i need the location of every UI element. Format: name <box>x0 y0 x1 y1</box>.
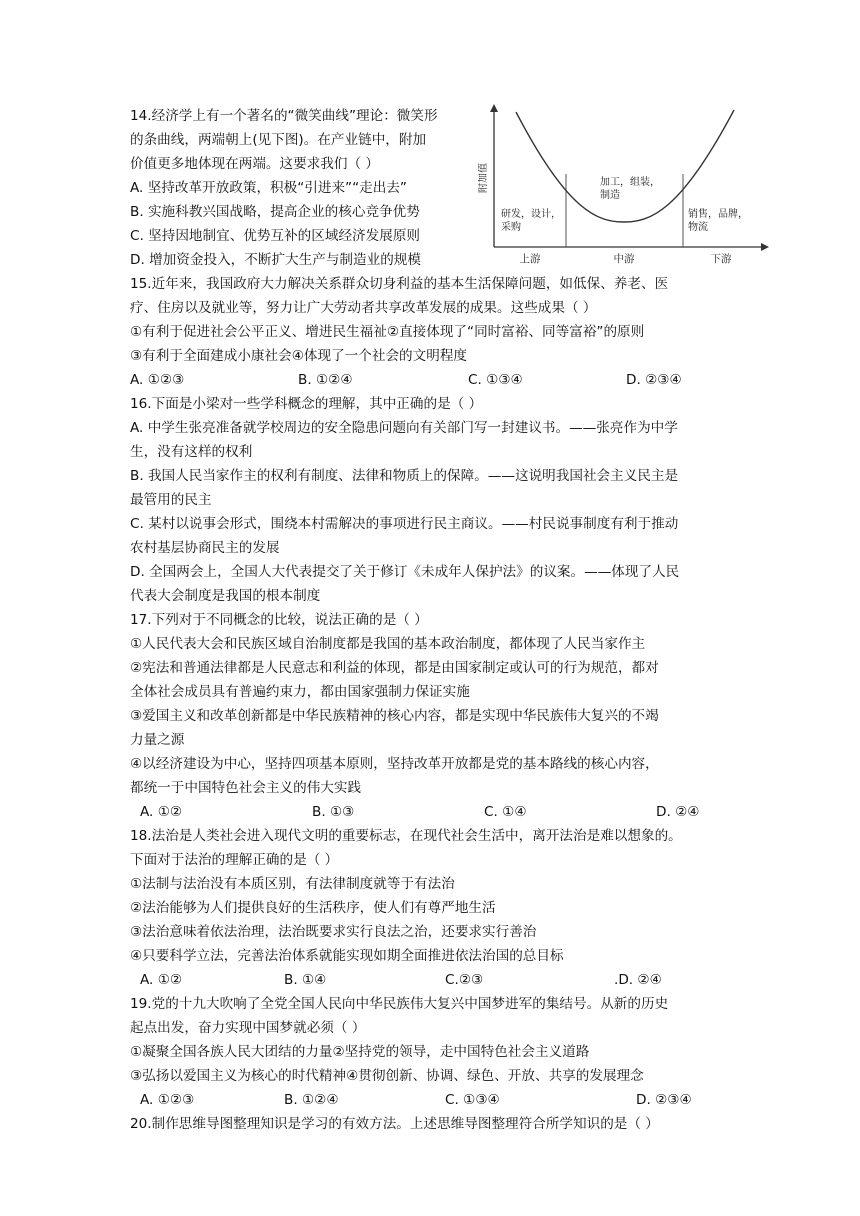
q18-statement-line: ①法制与法治没有本质区别，有法律制度就等于有法治 <box>130 876 455 892</box>
q16-option-c: C. 某村以说事会形式，围绕本村需解决的事项进行民主商议。——村民说事制度有利于推动 <box>130 516 679 532</box>
q19-statement-line: ③弘扬以爱国主义为核心的时代精神④贯彻创新、协调、绿色、开放、共享的发展理念 <box>130 1068 644 1084</box>
q16-option-c: 农村基层协商民主的发展 <box>130 540 280 556</box>
region-label-midstream: 加工，组装， <box>600 177 660 188</box>
q18-option-b: B. ①④ <box>284 972 327 988</box>
y-axis-arrow <box>490 104 498 112</box>
q19-option-b: B. ①②④ <box>284 1092 339 1108</box>
q17-statement-line: ④以经济建设为中心，坚持四项基本原则，坚持改革开放都是党的基本路线的核心内容， <box>130 756 659 772</box>
x-axis-arrow <box>761 243 769 251</box>
q16-option-b: 最管用的民主 <box>130 492 212 508</box>
region-label-downstream: 销售，品牌， <box>688 209 748 220</box>
q16-option-a: 生，没有这样的权利 <box>130 444 253 460</box>
q14-option-c: C. 坚持因地制宜、优势互补的区域经济发展原则 <box>130 228 421 244</box>
q19-option-a: A. ①②③ <box>140 1092 195 1108</box>
q17-option-b: B. ①③ <box>312 804 355 820</box>
q17-statement-line: 力量之源 <box>130 732 185 748</box>
region-label-downstream: 物流 <box>688 222 708 233</box>
q18-statement-line: ③法治意味着依法治理，法治既要求实行良法之治，还要求实行善治 <box>130 924 537 940</box>
q17-option-a: A. ①② <box>140 804 183 820</box>
smile-curve-figure <box>478 104 770 270</box>
q14-option-b: B. 实施科教兴国战略，提高企业的核心竞争优势 <box>130 204 420 220</box>
q14-stem-line: 14.经济学上有一个著名的“微笑曲线”理论：微笑形 <box>130 108 438 124</box>
q17-option-d: D. ②④ <box>656 804 700 820</box>
region-label-midstream: 制造 <box>600 190 620 201</box>
region-label-upstream: 采购 <box>501 222 521 233</box>
q19-option-c: C. ①③④ <box>445 1092 500 1108</box>
q15-statement-line: ①有利于促进社会公平正义、增进民生福祉②直接体现了“同时富裕、同等富裕”的原则 <box>130 324 645 340</box>
q14-stem-line: 的条曲线，两端朝上(见下图)。在产业链中，附加 <box>130 132 427 148</box>
q18-option-d: .D. ②④ <box>614 972 662 988</box>
q18-statement-line: ②法治能够为人们提供良好的生活秩序，使人们有尊严地生活 <box>130 900 496 916</box>
q14-option-d: D. 增加资金投入，不断扩大生产与制造业的规模 <box>130 252 421 268</box>
q19-stem-line: 起点出发，奋力实现中国梦就必须（ ） <box>130 1020 366 1036</box>
q14-option-a: A. 坚持改革开放政策，积极“引进来”“走出去” <box>130 180 407 196</box>
q15-option-a: A. ①②③ <box>130 372 185 388</box>
q15-option-b: B. ①②④ <box>298 372 353 388</box>
q17-statement-line: 都统一于中国特色社会主义的伟大实践 <box>130 780 362 796</box>
smile-curve <box>516 110 734 222</box>
q18-option-a: A. ①② <box>140 972 183 988</box>
q17-option-c: C. ①④ <box>484 804 527 820</box>
q15-statement-line: ③有利于全面建成小康社会④体现了一个社会的文明程度 <box>130 348 468 364</box>
q19-stem-line: 19.党的十九大吹响了全党全国人民向中华民族伟大复兴中国梦进军的集结号。从新的历史 <box>130 996 669 1012</box>
region-label-upstream: 研发，设计， <box>501 209 561 220</box>
q18-stem-line: 下面对于法治的理解正确的是（ ） <box>130 852 339 868</box>
q17-statement-line: ②宪法和普通法律都是人民意志和利益的体现，都是由国家制定或认可的行为规范，都对 <box>130 660 659 676</box>
q17-statement-line: ①人民代表大会和民族区域自治制度都是我国的基本政治制度，都体现了人民当家作主 <box>130 636 646 652</box>
x-label-downstream: 下游 <box>710 253 732 265</box>
q17-statement-line: 全体社会成员具有普遍约束力，都由国家强制力保证实施 <box>130 684 470 700</box>
q16-stem-line: 16.下面是小梁对一些学科概念的理解，其中正确的是（ ） <box>130 396 483 412</box>
x-label-midstream: 中游 <box>613 253 635 265</box>
q18-statement-line: ④只要科学立法，完善法治体系就能实现如期全面推进依法治国的总目标 <box>130 948 564 964</box>
q15-option-d: D. ②③④ <box>626 372 682 388</box>
q16-option-d: D. 全国两会上，全国人大代表提交了关于修订《未成年人保护法》的议案。——体现了人民 <box>130 564 680 580</box>
q15-stem-line: 疗、住房以及就业等，努力让广大劳动者共享改革发展的成果。这些成果（ ） <box>130 300 597 316</box>
q15-stem-line: 15.近年来，我国政府大力解决关系群众切身利益的基本生活保障问题，如低保、养老、医 <box>130 276 669 292</box>
q20-stem-line: 20.制作思维导图整理知识是学习的有效方法。上述思维导图整理符合所学知识的是（ ） <box>130 1116 659 1132</box>
q18-stem-line: 18.法治是人类社会进入现代文明的重要标志，在现代社会生活中，离开法治是难以想象的。 <box>130 828 682 844</box>
q17-stem-line: 17.下列对于不同概念的比较，说法正确的是（ ） <box>130 612 428 628</box>
q16-option-d: 代表大会制度是我国的根本制度 <box>130 588 321 604</box>
q18-option-c: C.②③ <box>445 972 484 988</box>
q14-stem-line: 价值更多地体现在两端。这要求我们（ ） <box>130 156 380 172</box>
q16-option-b: B. 我国人民当家作主的权利有制度、法律和物质上的保障。——这说明我国社会主义民主是 <box>130 468 679 484</box>
q17-statement-line: ③爱国主义和改革创新都是中华民族精神的核心内容，都是实现中华民族伟大复兴的不竭 <box>130 708 659 724</box>
q16-option-a: A. 中学生张亮准备就学校周边的安全隐患问题向有关部门写一封建议书。——张亮作为中学 <box>130 420 678 436</box>
q15-option-c: C. ①③④ <box>468 372 523 388</box>
q19-option-d: D. ②③④ <box>636 1092 692 1108</box>
q19-statement-line: ①凝聚全国各族人民大团结的力量②坚持党的领导，走中国特色社会主义道路 <box>130 1044 590 1060</box>
y-axis-label: 附加值 <box>478 163 489 193</box>
x-label-upstream: 上游 <box>519 253 541 265</box>
